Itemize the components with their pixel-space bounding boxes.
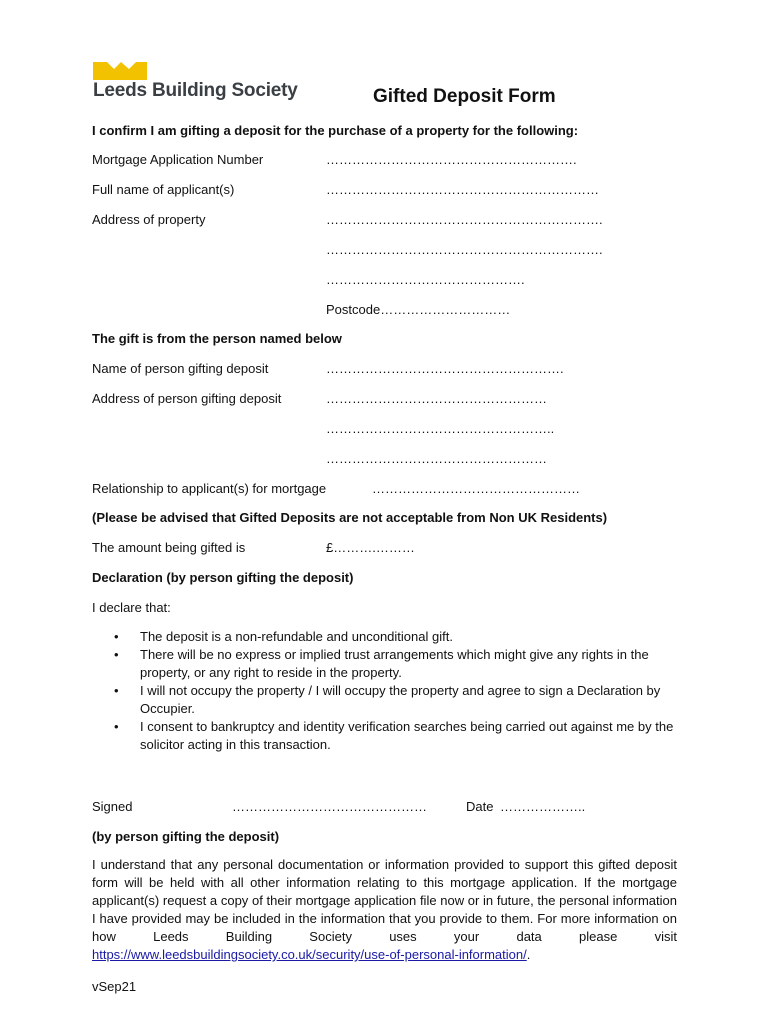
bullet-icon: • [114, 647, 119, 662]
applicant-name-field[interactable]: ……………………………………………………… [326, 182, 599, 197]
date-label: Date [466, 799, 494, 814]
relationship-label: Relationship to applicant(s) for mortgage [92, 481, 327, 496]
declaration-item: • There will be no express or implied trust arrangements which might give any rights in the property, or any right to reside in the property. [114, 647, 649, 680]
declaration-heading: Declaration (by person gifting the deposit) [92, 570, 354, 585]
applicant-name-label: Full name of applicant(s) [92, 182, 235, 197]
version-label: vSep21 [92, 979, 137, 994]
signer-note: (by person gifting the deposit) [92, 829, 280, 844]
gifter-name-label: Name of person gifting deposit [92, 361, 269, 376]
non-uk-notice: (Please be advised that Gifted Deposits are not acceptable from Non UK Residents) [92, 510, 608, 525]
gifter-address-line-2[interactable]: …………………………………………….. [326, 421, 555, 436]
gifter-address-line-3[interactable]: …………………………………………… [326, 451, 547, 466]
privacy-statement: I understand that any personal documentation or information provided to support this gifted deposit form will be held with all other information relating to this mortgage application. If the mortgage applicant(s) request a copy of their mortgage application file now or in future, the personal information I have provided may be included in the information that you provide to them. For more information on how Leeds Building Society uses your data please visit https://www.leedsbuildingsociety.co.uk/security/use-of-personal-information/. [92, 857, 677, 962]
signed-label: Signed [92, 799, 133, 814]
gift-amount-field[interactable]: £……….……… [326, 540, 415, 555]
logo-roof-icon [93, 60, 149, 82]
bullet-icon: • [114, 629, 119, 644]
property-address-line-1[interactable]: ………………………………………………………. [326, 212, 603, 227]
gifter-section-heading: The gift is from the person named below [92, 331, 342, 346]
date-field[interactable]: ……………….. [500, 799, 586, 814]
privacy-link[interactable]: https://www.leedsbuildingsociety.co.uk/security/use-of-personal-information/ [92, 947, 527, 962]
gifter-name-field[interactable]: ………………………………………………. [326, 361, 564, 376]
property-address-label: Address of property [92, 212, 206, 227]
brand-name: Leeds Building Society [93, 80, 298, 101]
bullet-icon: • [114, 719, 119, 734]
relationship-field[interactable]: ………………………………………… [372, 481, 580, 496]
brand-logo [93, 60, 313, 104]
declaration-intro: I declare that: [92, 600, 171, 615]
mortgage-app-number-field[interactable]: …………………………………………………. [326, 152, 577, 167]
page-title: Gifted Deposit Form [373, 86, 556, 107]
bullet-icon: • [114, 683, 119, 698]
gift-amount-label: The amount being gifted is [92, 540, 246, 555]
gifter-address-line-1[interactable]: …………………………………………… [326, 391, 547, 406]
declaration-list [92, 628, 692, 754]
declaration-item: • The deposit is a non-refundable and unconditional gift. [114, 629, 453, 644]
signature-field[interactable]: ……………………………………… [232, 799, 427, 814]
declaration-item: • I will not occupy the property / I will occupy the property and agree to sign a Declaration by Occupier. [114, 683, 661, 716]
declaration-item: • I consent to bankruptcy and identity verification searches being carried out against me by the solicitor acting in this transaction. [114, 719, 674, 752]
property-address-line-2[interactable]: ………………………………………………………. [326, 242, 603, 257]
gifter-address-label: Address of person gifting deposit [92, 391, 282, 406]
mortgage-app-number-label: Mortgage Application Number [92, 152, 264, 167]
property-address-line-3[interactable]: ………………………………………. [326, 272, 525, 287]
property-postcode-field[interactable]: Postcode………………………… [326, 302, 511, 317]
intro-text: I confirm I am gifting a deposit for the purchase of a property for the following: [92, 123, 579, 138]
